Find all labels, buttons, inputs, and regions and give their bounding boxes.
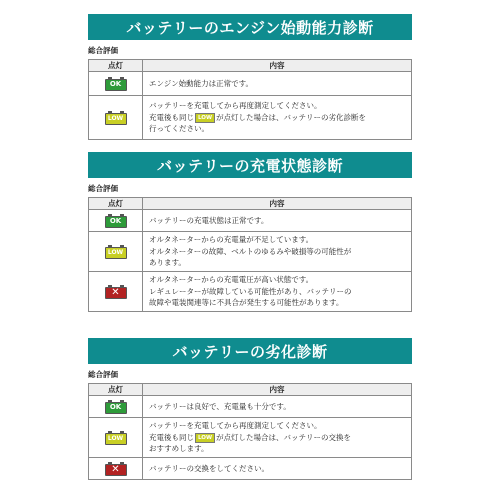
battery-low-icon: LOW	[105, 431, 127, 445]
row-text: 充電後も同じ LOW が点灯した場合は、バッテリーの交換を	[149, 432, 352, 442]
table-row	[89, 458, 412, 480]
diagnosis-table	[88, 59, 412, 140]
inline-low-icon: LOW	[195, 433, 215, 443]
battery-ok-icon: OK	[105, 214, 127, 228]
battery-low-icon: LOW	[105, 245, 127, 259]
section-charge-state	[88, 152, 412, 312]
table-row	[89, 272, 412, 312]
table-row	[89, 418, 412, 458]
header-indicator: 点灯	[89, 384, 143, 396]
section-title: バッテリーのエンジン始動能力診断	[88, 14, 412, 40]
row-text: バッテリーの交換をしてください。	[149, 463, 269, 473]
diagnosis-table	[88, 383, 412, 480]
section-engine-start	[88, 14, 412, 140]
row-text: バッテリーは良好で、充電量も十分です。	[149, 401, 291, 411]
battery-fault-icon: ✕	[105, 285, 127, 299]
row-text: バッテリーの充電状態は正常です。	[149, 215, 269, 225]
row-text: バッテリーを充電してから再度測定してください。	[149, 101, 322, 111]
row-text: あります。	[149, 258, 186, 268]
overall-eval-label: 総合評価	[88, 184, 118, 193]
battery-low-icon: LOW	[105, 111, 127, 125]
table-row	[89, 396, 412, 418]
header-content: 内容	[143, 198, 412, 210]
row-text: 行ってください。	[149, 124, 209, 134]
inline-low-icon: LOW	[195, 113, 215, 123]
overall-eval-label: 総合評価	[88, 370, 118, 379]
table-row	[89, 232, 412, 272]
battery-fault-icon: ✕	[105, 462, 127, 476]
header-indicator: 点灯	[89, 60, 143, 72]
section-title: バッテリーの充電状態診断	[88, 152, 412, 178]
battery-ok-icon: OK	[105, 77, 127, 91]
section-degradation	[88, 338, 412, 480]
table-row	[89, 210, 412, 232]
battery-ok-icon: OK	[105, 400, 127, 414]
diagnosis-table	[88, 197, 412, 312]
header-indicator: 点灯	[89, 198, 143, 210]
row-text: 故障や電装関連等に不具合が発生する可能性があります。	[149, 298, 344, 308]
row-text: オルタネーターからの充電電圧が高い状態です。	[149, 275, 314, 285]
section-title: バッテリーの劣化診断	[88, 338, 412, 364]
row-text: 充電後も同じ LOW が点灯した場合は、バッテリーの劣化診断を	[149, 112, 367, 122]
header-content: 内容	[143, 384, 412, 396]
table-row	[89, 96, 412, 140]
row-text: レギュレーターが故障している可能性があり、バッテリーの	[149, 286, 352, 296]
row-text: オルタネーターからの充電量が不足しています。	[149, 235, 314, 245]
row-text: エンジン始動能力は正常です。	[149, 78, 254, 88]
overall-eval-label: 総合評価	[88, 46, 118, 55]
row-text: バッテリーを充電してから再度測定してください。	[149, 421, 322, 431]
table-row	[89, 72, 412, 96]
row-text: おすすめします。	[149, 444, 209, 454]
row-text: オルタネーターの故障、ベルトのゆるみや破損等の可能性が	[149, 246, 352, 256]
header-content: 内容	[143, 60, 412, 72]
